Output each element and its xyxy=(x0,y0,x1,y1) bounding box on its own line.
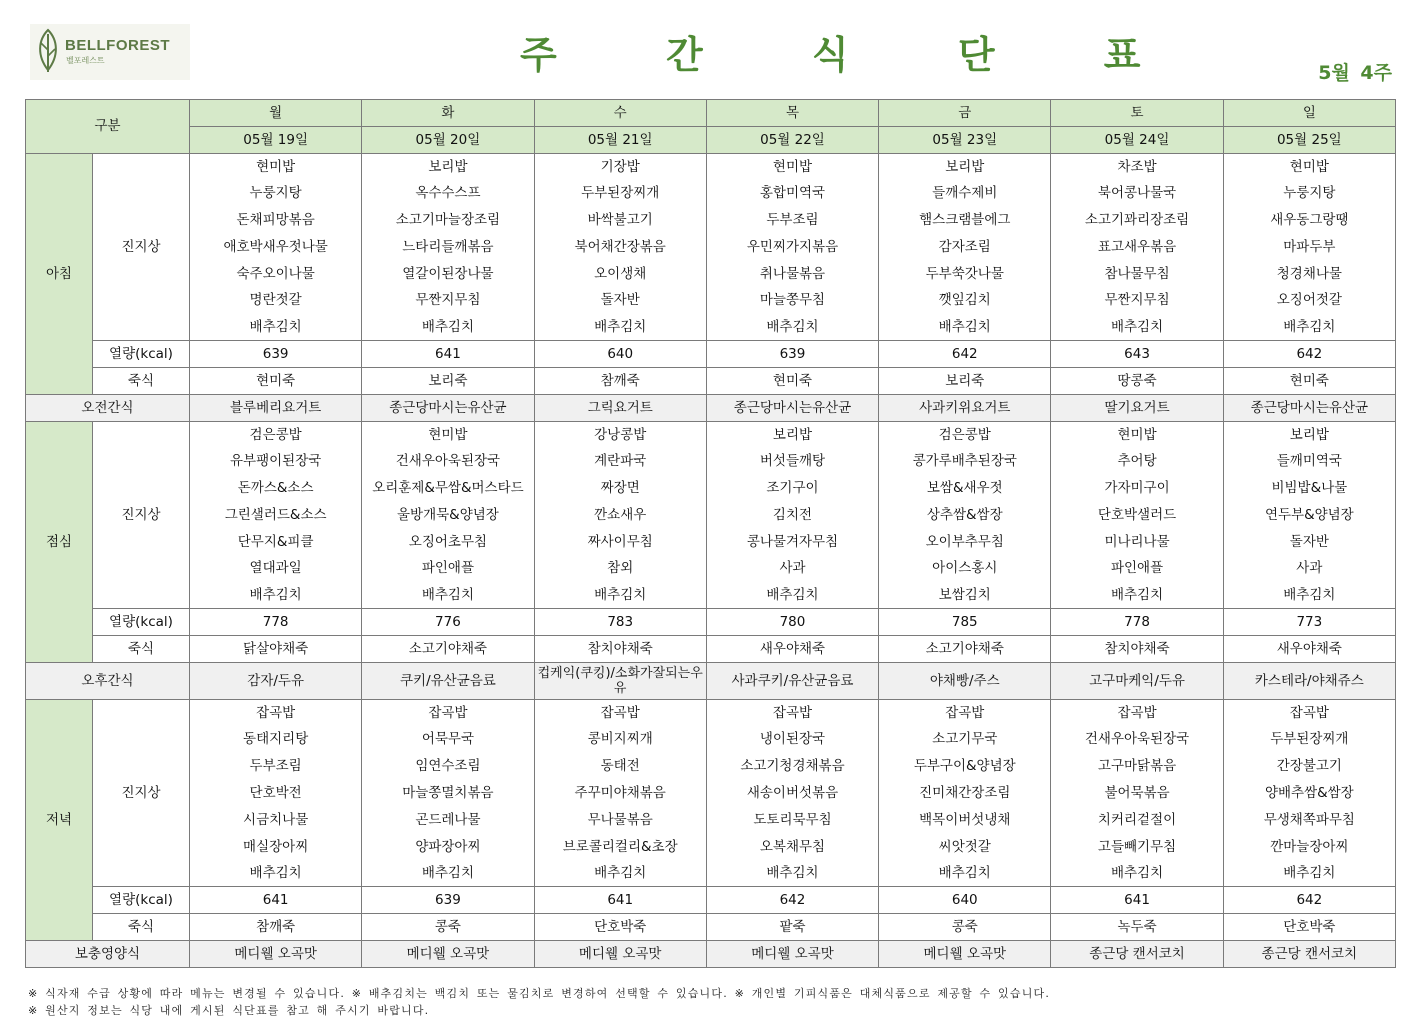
lunch-dish-row xyxy=(26,555,1396,582)
dinner-dish-cell: 잡곡밥 xyxy=(362,699,534,726)
lunch-dish-cell: 참외 xyxy=(534,555,706,582)
header-row-dates xyxy=(26,126,1396,153)
day-name-header: 토 xyxy=(1051,100,1223,127)
breakfast-dish-cell: 돌자반 xyxy=(534,287,706,314)
dinner-porridge-cell: 팥죽 xyxy=(706,914,878,941)
breakfast-dish-cell: 누룽지탕 xyxy=(1223,180,1395,207)
afternoon-snack-cell: 카스테라/야채쥬스 xyxy=(1223,662,1395,699)
breakfast-dish-cell: 옥수수스프 xyxy=(362,180,534,207)
dinner-dish-cell: 동태지리탕 xyxy=(190,726,362,753)
breakfast-dish-cell: 현미밥 xyxy=(706,153,878,180)
breakfast-dish-cell: 배추김치 xyxy=(534,314,706,341)
dinner-dish-cell: 단호박전 xyxy=(190,780,362,807)
lunch-kcal-cell: 785 xyxy=(879,609,1051,636)
lunch-porridge-cell: 소고기야채죽 xyxy=(879,635,1051,662)
page-title: 주 간 식 단 표 xyxy=(520,33,1189,77)
dinner-dish-cell: 배추김치 xyxy=(534,860,706,887)
dinner-kcal-cell: 641 xyxy=(190,887,362,914)
lunch-porridge-row xyxy=(26,635,1396,662)
lunch-dish-cell: 열대과일 xyxy=(190,555,362,582)
breakfast-dish-cell: 북어콩나물국 xyxy=(1051,180,1223,207)
breakfast-dish-cell: 오이생채 xyxy=(534,260,706,287)
breakfast-dish-cell: 배추김치 xyxy=(879,314,1051,341)
lunch-kcal-cell: 783 xyxy=(534,609,706,636)
dinner-porridge-row xyxy=(26,914,1396,941)
supplement-cell: 메디웰 오곡맛 xyxy=(879,940,1051,967)
footnote-1: ※ 식자재 수급 상황에 따라 메뉴는 변경될 수 있습니다. ※ 배추김치는 백김치 또는 물김치로 변경하여 선택할 수 있습니다. ※ 개인별 기피식품은 대체식품으로 제공할 수 있습니다. xyxy=(28,987,1051,1000)
breakfast-dish-cell: 명란젓갈 xyxy=(190,287,362,314)
dinner-kcal-cell: 640 xyxy=(879,887,1051,914)
supplement-cell: 메디웰 오곡맛 xyxy=(362,940,534,967)
breakfast-kcal-label: 열량(kcal) xyxy=(93,341,190,368)
dinner-dish-cell: 백목이버섯냉채 xyxy=(879,806,1051,833)
lunch-kcal-cell: 780 xyxy=(706,609,878,636)
dinner-porridge-cell: 녹두죽 xyxy=(1051,914,1223,941)
dinner-dish-cell: 배추김치 xyxy=(1051,860,1223,887)
dinner-kcal-row xyxy=(26,887,1396,914)
supplement-cell: 종근당 캔서코치 xyxy=(1223,940,1395,967)
day-date-header: 05월 20일 xyxy=(362,126,534,153)
day-date-header: 05월 21일 xyxy=(534,126,706,153)
dinner-dish-row xyxy=(26,806,1396,833)
dinner-dish-cell: 시금치나물 xyxy=(190,806,362,833)
lunch-dish-cell: 배추김치 xyxy=(362,582,534,609)
lunch-dish-cell: 건새우아욱된장국 xyxy=(362,448,534,475)
afternoon-snack-cell: 감자/두유 xyxy=(190,662,362,699)
dinner-dish-cell: 불어묵볶음 xyxy=(1051,780,1223,807)
breakfast-dish-cell: 햄스크램블에그 xyxy=(879,207,1051,234)
dinner-dish-cell: 동태전 xyxy=(534,753,706,780)
breakfast-dish-cell: 돈채피망볶음 xyxy=(190,207,362,234)
dinner-dish-cell: 매실장아찌 xyxy=(190,833,362,860)
dinner-dish-cell: 치커리겉절이 xyxy=(1051,806,1223,833)
lunch-dish-cell: 보쌈&새우젓 xyxy=(879,475,1051,502)
afternoon-snack-label: 오후간식 xyxy=(26,662,190,699)
dinner-kcal-cell: 641 xyxy=(1051,887,1223,914)
lunch-dish-cell: 울방개묵&양념장 xyxy=(362,501,534,528)
dinner-dish-cell: 배추김치 xyxy=(362,860,534,887)
day-name-header: 목 xyxy=(706,100,878,127)
breakfast-dish-row xyxy=(26,207,1396,234)
lunch-dish-cell: 현미밥 xyxy=(362,421,534,448)
breakfast-dish-cell: 우민찌가지볶음 xyxy=(706,233,878,260)
breakfast-porridge-cell: 현미죽 xyxy=(190,367,362,394)
lunch-dish-cell: 오이부추무침 xyxy=(879,528,1051,555)
breakfast-kcal-cell: 640 xyxy=(534,341,706,368)
dinner-dish-cell: 간장불고기 xyxy=(1223,753,1395,780)
dinner-dish-cell: 무나물볶음 xyxy=(534,806,706,833)
breakfast-porridge-cell: 보리죽 xyxy=(879,367,1051,394)
day-date-header: 05월 19일 xyxy=(190,126,362,153)
lunch-porridge-cell: 소고기야채죽 xyxy=(362,635,534,662)
dinner-dish-cell: 고들빼기무침 xyxy=(1051,833,1223,860)
breakfast-dish-cell: 마늘쫑무침 xyxy=(706,287,878,314)
lunch-kcal-cell: 776 xyxy=(362,609,534,636)
lunch-dish-cell: 조기구이 xyxy=(706,475,878,502)
breakfast-dish-cell: 현미밥 xyxy=(190,153,362,180)
day-name-header: 수 xyxy=(534,100,706,127)
dinner-dish-row xyxy=(26,699,1396,726)
day-name-header: 일 xyxy=(1223,100,1395,127)
breakfast-dish-cell: 마파두부 xyxy=(1223,233,1395,260)
lunch-porridge-cell: 새우야채죽 xyxy=(706,635,878,662)
lunch-dish-cell: 오리훈제&무쌈&머스타드 xyxy=(362,475,534,502)
dinner-dish-cell: 무생채쪽파무침 xyxy=(1223,806,1395,833)
category-header: 구분 xyxy=(26,100,190,154)
breakfast-dish-cell: 보리밥 xyxy=(879,153,1051,180)
breakfast-dish-row xyxy=(26,260,1396,287)
dinner-dish-row xyxy=(26,753,1396,780)
breakfast-dish-cell: 두부된장찌개 xyxy=(534,180,706,207)
dinner-main-label: 진지상 xyxy=(93,699,190,887)
breakfast-dish-cell: 차조밥 xyxy=(1051,153,1223,180)
dinner-dish-row xyxy=(26,833,1396,860)
afternoon-snack-cell: 야채빵/주스 xyxy=(879,662,1051,699)
dinner-meal-label: 저녁 xyxy=(26,699,93,940)
lunch-dish-cell: 콩나물겨자무침 xyxy=(706,528,878,555)
weekly-menu-table xyxy=(25,99,1396,968)
breakfast-kcal-cell: 643 xyxy=(1051,341,1223,368)
breakfast-dish-cell: 배추김치 xyxy=(706,314,878,341)
dinner-dish-cell: 어묵무국 xyxy=(362,726,534,753)
lunch-dish-row xyxy=(26,448,1396,475)
header-row-days xyxy=(26,100,1396,127)
lunch-dish-cell: 아이스홍시 xyxy=(879,555,1051,582)
dinner-dish-cell: 잡곡밥 xyxy=(534,699,706,726)
breakfast-dish-cell: 들깨수제비 xyxy=(879,180,1051,207)
dinner-porridge-label: 죽식 xyxy=(93,914,190,941)
dinner-dish-cell: 새송이버섯볶음 xyxy=(706,780,878,807)
lunch-porridge-cell: 참치야채죽 xyxy=(534,635,706,662)
lunch-dish-cell: 연두부&양념장 xyxy=(1223,501,1395,528)
lunch-kcal-cell: 778 xyxy=(1051,609,1223,636)
lunch-dish-cell: 들깨미역국 xyxy=(1223,448,1395,475)
lunch-dish-cell: 보리밥 xyxy=(706,421,878,448)
breakfast-dish-cell: 배추김치 xyxy=(362,314,534,341)
lunch-porridge-label: 죽식 xyxy=(93,635,190,662)
dinner-dish-row xyxy=(26,860,1396,887)
lunch-dish-row xyxy=(26,501,1396,528)
dinner-porridge-cell: 단호박죽 xyxy=(534,914,706,941)
breakfast-porridge-cell: 보리죽 xyxy=(362,367,534,394)
breakfast-kcal-cell: 641 xyxy=(362,341,534,368)
lunch-dish-cell: 가자미구이 xyxy=(1051,475,1223,502)
breakfast-dish-cell: 새우동그랑땡 xyxy=(1223,207,1395,234)
breakfast-dish-cell: 배추김치 xyxy=(1223,314,1395,341)
footnotes xyxy=(28,985,1050,1019)
lunch-porridge-cell: 참치야채죽 xyxy=(1051,635,1223,662)
breakfast-dish-cell: 두부쑥갓나물 xyxy=(879,260,1051,287)
day-date-header: 05월 24일 xyxy=(1051,126,1223,153)
breakfast-porridge-cell: 참깨죽 xyxy=(534,367,706,394)
breakfast-kcal-cell: 642 xyxy=(879,341,1051,368)
morning-snack-cell: 딸기요거트 xyxy=(1051,394,1223,421)
morning-snack-cell: 블루베리요거트 xyxy=(190,394,362,421)
lunch-dish-cell: 검은콩밥 xyxy=(190,421,362,448)
dinner-dish-cell: 콩비지찌개 xyxy=(534,726,706,753)
lunch-dish-row xyxy=(26,582,1396,609)
afternoon-snack-cell: 컵케익(쿠킹)/소화가잘되는우유 xyxy=(534,662,706,699)
breakfast-dish-row xyxy=(26,314,1396,341)
lunch-dish-cell: 오징어초무침 xyxy=(362,528,534,555)
dinner-dish-cell: 두부구이&양념장 xyxy=(879,753,1051,780)
day-name-header: 월 xyxy=(190,100,362,127)
lunch-dish-cell: 배추김치 xyxy=(1051,582,1223,609)
dinner-kcal-label: 열량(kcal) xyxy=(93,887,190,914)
breakfast-dish-row xyxy=(26,153,1396,180)
lunch-dish-cell: 깐쇼새우 xyxy=(534,501,706,528)
lunch-dish-cell: 비빔밥&나물 xyxy=(1223,475,1395,502)
breakfast-porridge-cell: 현미죽 xyxy=(706,367,878,394)
breakfast-dish-cell: 보리밥 xyxy=(362,153,534,180)
dinner-dish-cell: 오복채무침 xyxy=(706,833,878,860)
dinner-dish-cell: 진미채간장조림 xyxy=(879,780,1051,807)
lunch-dish-cell: 그린샐러드&소스 xyxy=(190,501,362,528)
breakfast-dish-cell: 홍합미역국 xyxy=(706,180,878,207)
breakfast-porridge-row xyxy=(26,367,1396,394)
dinner-dish-cell: 양파장아찌 xyxy=(362,833,534,860)
supplement-cell: 메디웰 오곡맛 xyxy=(706,940,878,967)
breakfast-kcal-cell: 639 xyxy=(706,341,878,368)
breakfast-dish-cell: 열갈이된장나물 xyxy=(362,260,534,287)
dinner-porridge-cell: 콩죽 xyxy=(362,914,534,941)
lunch-dish-cell: 짜사이무침 xyxy=(534,528,706,555)
morning-snack-row xyxy=(26,394,1396,421)
dinner-kcal-cell: 639 xyxy=(362,887,534,914)
dinner-porridge-cell: 참깨죽 xyxy=(190,914,362,941)
dinner-dish-cell: 잡곡밥 xyxy=(1051,699,1223,726)
dinner-dish-cell: 곤드레나물 xyxy=(362,806,534,833)
brand-name-korean: 벨포레스트 xyxy=(66,56,105,65)
supplement-cell: 종근당 캔서코치 xyxy=(1051,940,1223,967)
dinner-dish-cell: 배추김치 xyxy=(190,860,362,887)
dinner-dish-row xyxy=(26,780,1396,807)
lunch-dish-cell: 단무지&피클 xyxy=(190,528,362,555)
day-name-header: 금 xyxy=(879,100,1051,127)
lunch-dish-cell: 배추김치 xyxy=(190,582,362,609)
supplement-row xyxy=(26,940,1396,967)
breakfast-porridge-label: 죽식 xyxy=(93,367,190,394)
lunch-dish-cell: 보쌈김치 xyxy=(879,582,1051,609)
leaf-logo-icon xyxy=(34,28,62,74)
footnote-2: ※ 원산지 정보는 식당 내에 게시된 식단표를 참고 해 주시기 바랍니다. xyxy=(28,1004,430,1017)
dinner-kcal-cell: 642 xyxy=(706,887,878,914)
breakfast-main-label: 진지상 xyxy=(93,153,190,341)
morning-snack-cell: 종근당마시는유산균 xyxy=(1223,394,1395,421)
lunch-dish-cell: 배추김치 xyxy=(706,582,878,609)
morning-snack-cell: 종근당마시는유산균 xyxy=(362,394,534,421)
brand-name: BELLFOREST xyxy=(65,37,170,54)
breakfast-dish-cell: 감자조림 xyxy=(879,233,1051,260)
lunch-dish-cell: 현미밥 xyxy=(1051,421,1223,448)
lunch-kcal-row xyxy=(26,609,1396,636)
morning-snack-label: 오전간식 xyxy=(26,394,190,421)
dinner-dish-cell: 고구마닭볶음 xyxy=(1051,753,1223,780)
lunch-dish-cell: 단호박샐러드 xyxy=(1051,501,1223,528)
lunch-dish-cell: 돈까스&소스 xyxy=(190,475,362,502)
morning-snack-cell: 종근당마시는유산균 xyxy=(706,394,878,421)
lunch-dish-cell: 상추쌈&쌈장 xyxy=(879,501,1051,528)
breakfast-dish-cell: 숙주오이나물 xyxy=(190,260,362,287)
lunch-dish-cell: 유부팽이된장국 xyxy=(190,448,362,475)
dinner-kcal-cell: 642 xyxy=(1223,887,1395,914)
breakfast-dish-cell: 기장밥 xyxy=(534,153,706,180)
day-date-header: 05월 25일 xyxy=(1223,126,1395,153)
dinner-porridge-cell: 콩죽 xyxy=(879,914,1051,941)
dinner-dish-cell: 건새우아욱된장국 xyxy=(1051,726,1223,753)
breakfast-dish-cell: 느타리들깨볶음 xyxy=(362,233,534,260)
breakfast-dish-cell: 소고기꽈리장조림 xyxy=(1051,207,1223,234)
dinner-dish-cell: 깐마늘장아찌 xyxy=(1223,833,1395,860)
lunch-dish-row xyxy=(26,528,1396,555)
dinner-porridge-cell: 단호박죽 xyxy=(1223,914,1395,941)
lunch-main-label: 진지상 xyxy=(93,421,190,609)
day-date-header: 05월 23일 xyxy=(879,126,1051,153)
morning-snack-cell: 사과키위요거트 xyxy=(879,394,1051,421)
brand-logo xyxy=(30,24,190,80)
lunch-dish-cell: 사과 xyxy=(1223,555,1395,582)
supplement-cell: 메디웰 오곡맛 xyxy=(190,940,362,967)
breakfast-dish-cell: 북어채간장볶음 xyxy=(534,233,706,260)
dinner-dish-cell: 배추김치 xyxy=(1223,860,1395,887)
lunch-porridge-cell: 새우야채죽 xyxy=(1223,635,1395,662)
dinner-dish-cell: 소고기청경채볶음 xyxy=(706,753,878,780)
lunch-kcal-label: 열량(kcal) xyxy=(93,609,190,636)
breakfast-porridge-cell: 땅콩죽 xyxy=(1051,367,1223,394)
breakfast-dish-row xyxy=(26,287,1396,314)
breakfast-meal-label: 아침 xyxy=(26,153,93,394)
breakfast-porridge-cell: 현미죽 xyxy=(1223,367,1395,394)
breakfast-kcal-cell: 642 xyxy=(1223,341,1395,368)
breakfast-dish-cell: 취나물볶음 xyxy=(706,260,878,287)
breakfast-dish-cell: 참나물무침 xyxy=(1051,260,1223,287)
breakfast-dish-cell: 두부조림 xyxy=(706,207,878,234)
dinner-dish-cell: 씨앗젓갈 xyxy=(879,833,1051,860)
breakfast-dish-cell: 무짠지무침 xyxy=(1051,287,1223,314)
breakfast-dish-cell: 오징어젓갈 xyxy=(1223,287,1395,314)
lunch-porridge-cell: 닭살야채죽 xyxy=(190,635,362,662)
morning-snack-cell: 그릭요거트 xyxy=(534,394,706,421)
lunch-dish-cell: 사과 xyxy=(706,555,878,582)
lunch-meal-label: 점심 xyxy=(26,421,93,662)
lunch-dish-cell: 미나리나물 xyxy=(1051,528,1223,555)
breakfast-dish-cell: 무짠지무침 xyxy=(362,287,534,314)
dinner-dish-cell: 배추김치 xyxy=(879,860,1051,887)
lunch-kcal-cell: 773 xyxy=(1223,609,1395,636)
dinner-dish-cell: 잡곡밥 xyxy=(706,699,878,726)
dinner-dish-cell: 소고기무국 xyxy=(879,726,1051,753)
breakfast-dish-cell: 소고기마늘장조림 xyxy=(362,207,534,234)
dinner-dish-cell: 잡곡밥 xyxy=(1223,699,1395,726)
afternoon-snack-row xyxy=(26,662,1396,699)
breakfast-dish-cell: 바싹불고기 xyxy=(534,207,706,234)
lunch-dish-row xyxy=(26,421,1396,448)
lunch-dish-cell: 검은콩밥 xyxy=(879,421,1051,448)
dinner-dish-cell: 양배추쌈&쌈장 xyxy=(1223,780,1395,807)
breakfast-kcal-cell: 639 xyxy=(190,341,362,368)
lunch-dish-row xyxy=(26,475,1396,502)
lunch-dish-cell: 파인애플 xyxy=(362,555,534,582)
dinner-dish-cell: 냉이된장국 xyxy=(706,726,878,753)
breakfast-dish-row xyxy=(26,233,1396,260)
day-date-header: 05월 22일 xyxy=(706,126,878,153)
breakfast-dish-cell: 배추김치 xyxy=(190,314,362,341)
breakfast-dish-row xyxy=(26,180,1396,207)
afternoon-snack-cell: 쿠키/유산균음료 xyxy=(362,662,534,699)
breakfast-kcal-row xyxy=(26,341,1396,368)
lunch-dish-cell: 돌자반 xyxy=(1223,528,1395,555)
dinner-dish-cell: 마늘쫑멸치볶음 xyxy=(362,780,534,807)
dinner-dish-cell: 두부된장찌개 xyxy=(1223,726,1395,753)
lunch-dish-cell: 배추김치 xyxy=(1223,582,1395,609)
afternoon-snack-cell: 고구마케익/두유 xyxy=(1051,662,1223,699)
lunch-dish-cell: 보리밥 xyxy=(1223,421,1395,448)
breakfast-dish-cell: 깻잎김치 xyxy=(879,287,1051,314)
dinner-dish-cell: 브로콜리컬리&초장 xyxy=(534,833,706,860)
supplement-cell: 메디웰 오곡맛 xyxy=(534,940,706,967)
lunch-dish-cell: 강낭콩밥 xyxy=(534,421,706,448)
dinner-dish-cell: 잡곡밥 xyxy=(879,699,1051,726)
dinner-dish-row xyxy=(26,726,1396,753)
dinner-dish-cell: 임연수조림 xyxy=(362,753,534,780)
supplement-label: 보충영양식 xyxy=(26,940,190,967)
lunch-dish-cell: 계란파국 xyxy=(534,448,706,475)
breakfast-dish-cell: 애호박새우젓나물 xyxy=(190,233,362,260)
dinner-dish-cell: 주꾸미야채볶음 xyxy=(534,780,706,807)
lunch-dish-cell: 김치전 xyxy=(706,501,878,528)
breakfast-dish-cell: 현미밥 xyxy=(1223,153,1395,180)
dinner-dish-cell: 도토리묵무침 xyxy=(706,806,878,833)
breakfast-dish-cell: 청경채나물 xyxy=(1223,260,1395,287)
lunch-dish-cell: 추어탕 xyxy=(1051,448,1223,475)
breakfast-dish-cell: 배추김치 xyxy=(1051,314,1223,341)
dinner-kcal-cell: 641 xyxy=(534,887,706,914)
lunch-dish-cell: 콩가루배추된장국 xyxy=(879,448,1051,475)
day-name-header: 화 xyxy=(362,100,534,127)
dinner-dish-cell: 두부조림 xyxy=(190,753,362,780)
lunch-dish-cell: 짜장면 xyxy=(534,475,706,502)
lunch-kcal-cell: 778 xyxy=(190,609,362,636)
lunch-dish-cell: 배추김치 xyxy=(534,582,706,609)
lunch-dish-cell: 파인애플 xyxy=(1051,555,1223,582)
dinner-dish-cell: 배추김치 xyxy=(706,860,878,887)
breakfast-dish-cell: 표고새우볶음 xyxy=(1051,233,1223,260)
lunch-dish-cell: 버섯들깨탕 xyxy=(706,448,878,475)
week-label: 5월 4주 xyxy=(1318,62,1392,84)
afternoon-snack-cell: 사과쿠키/유산균음료 xyxy=(706,662,878,699)
breakfast-dish-cell: 누룽지탕 xyxy=(190,180,362,207)
dinner-dish-cell: 잡곡밥 xyxy=(190,699,362,726)
